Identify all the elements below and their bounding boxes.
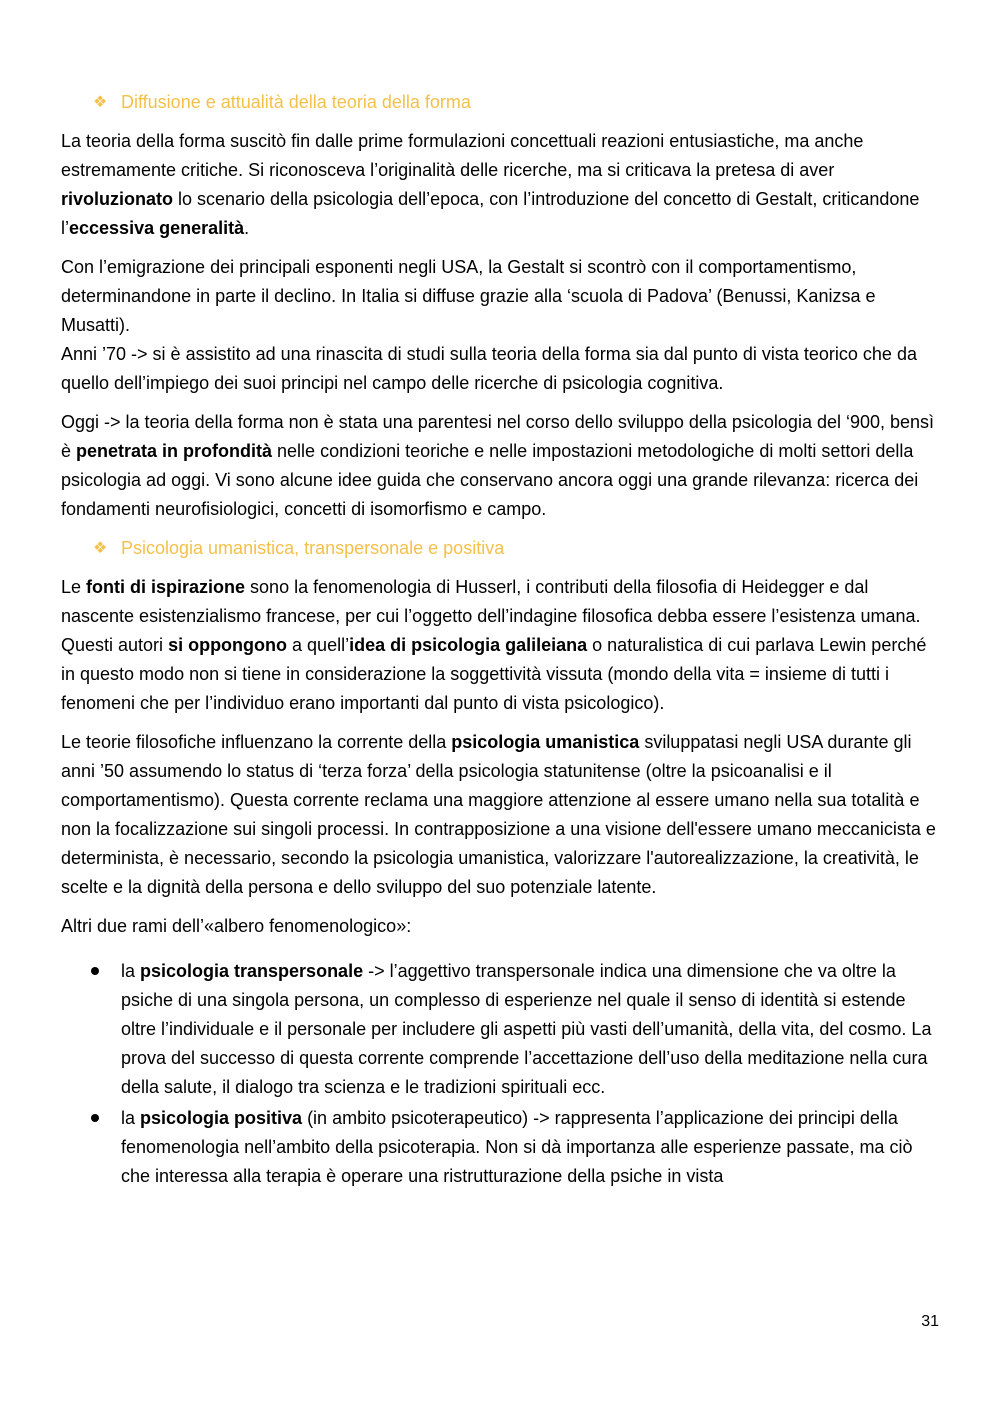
filled-circle-icon <box>91 967 99 975</box>
list-item: la psicologia transpersonale -> l’aggettivo transpersonale indica una dimensione che va oltre la psiche di una singola persona, un complesso di esperienze nel quale il senso di identità si estende oltre l’individuale e il personale per includere gli aspetti più vasti dell’umanità, della vita, del cosmo. La prova del successo di questa corrente comprende l’accettazione dell’uso della meditazione nella cura della salute, il dialogo tra scienza e le tradizioni spirituali ecc. <box>61 957 941 1102</box>
paragraph: La teoria della forma suscitò fin dalle prime formulazioni concettuali reazioni entusiastiche, ma anche estremamente critiche. Si riconosceva l’originalità delle ricerche, ma si criticava la pretesa di aver rivoluzionato lo scenario della psicologia dell’epoca, con l’introduzione del concetto di Gestalt, criticandone l’eccessiva generalità. <box>61 131 920 238</box>
paragraph: Altri due rami dell’«albero fenomenologico»: <box>61 916 412 936</box>
paragraph: Le teorie filosofiche influenzano la corrente della psicologia umanistica sviluppatasi negli USA durante gli anni ’50 assumendo lo status di ‘terza forza’ della psicologia statunitense (oltre la psicoanalisi e il comportamentismo). Questa corrente reclama una maggiore attenzione al essere umano nella sua totalità e non la focalizzazione sui singoli processi. In contrapposizione a una visione dell'essere umano meccanicista e determinista, è necessario, secondo la psicologia umanistica, valorizzare l'autorealizzazione, la creatività, le scelte e la dignità della persona e dello sviluppo del suo potenziale latente. <box>61 732 936 897</box>
bullet-list <box>61 957 941 1191</box>
bold-term: fonti di ispirazione <box>86 577 246 597</box>
section-heading-gestalt <box>93 88 941 117</box>
bold-term: eccessiva generalità <box>69 218 245 238</box>
paragraph: Oggi -> la teoria della forma non è stata una parentesi nel corso dello sviluppo della psicologia del ‘900, bensì è penetrata in profondità nelle condizioni teoriche e nelle impostazioni metodologiche di molti settori della psicologia ad oggi. Vi sono alcune idee guida che conservano ancora oggi una grande rilevanza: ricerca dei fondamenti neurofisiologici, concetti di isomorfismo e campo. <box>61 412 935 519</box>
four-point-star-icon: ❖ <box>93 540 108 557</box>
four-point-star-icon: ❖ <box>93 94 108 111</box>
section-heading-text: Diffusione e attualità della teoria della forma <box>121 92 471 112</box>
paragraph: Le fonti di ispirazione sono la fenomenologia di Husserl, i contributi della filosofia di Heidegger e dal nascente esistenzialismo francese, per cui l’oggetto dell’indagine filosofica debba essere l’esistenza umana. Questi autori si oppongono a quell’idea di psicologia galileiana o naturalistica di cui parlava Lewin perché in questo modo non si tiene in considerazione la soggettività vissuta (mondo della vita = insieme di tutti i fenomeni che per l’individuo erano importanti dal punto di vista psicologico). <box>61 577 927 713</box>
filled-circle-icon <box>91 1114 99 1122</box>
bold-term: psicologia umanistica <box>451 732 640 752</box>
paragraph: Anni ’70 -> si è assistito ad una rinascita di studi sulla teoria della forma sia dal punto di vista teorico che da quello dell’impiego dei suoi principi nel campo delle ricerche di psicologia cognitiva. <box>61 344 917 393</box>
bold-term: rivoluzionato <box>61 189 173 209</box>
bold-term: penetrata in profondità <box>76 441 273 461</box>
document-page <box>61 88 941 1193</box>
bold-term: idea di psicologia galileiana <box>349 635 588 655</box>
list-item: la psicologia positiva (in ambito psicoterapeutico) -> rappresenta l’applicazione dei principi della fenomenologia nell’ambito della psicoterapia. Non si dà importanza alle esperienze passate, ma ciò che interessa alla terapia è operare una ristrutturazione della psiche in vista <box>61 1104 941 1191</box>
section-heading-text: Psicologia umanistica, transpersonale e positiva <box>121 538 505 558</box>
page-number: 31 <box>921 1313 939 1330</box>
bold-term: si oppongono <box>168 635 288 655</box>
bold-term: psicologia positiva <box>140 1108 303 1128</box>
paragraph: Con l’emigrazione dei principali esponenti negli USA, la Gestalt si scontrò con il comportamentismo, determinandone in parte il declino. In Italia si diffuse grazie alla ‘scuola di Padova’ (Benussi, Kanizsa e Musatti). <box>61 257 876 335</box>
bold-term: psicologia transpersonale <box>140 961 364 981</box>
section-heading-humanistic <box>93 534 941 563</box>
